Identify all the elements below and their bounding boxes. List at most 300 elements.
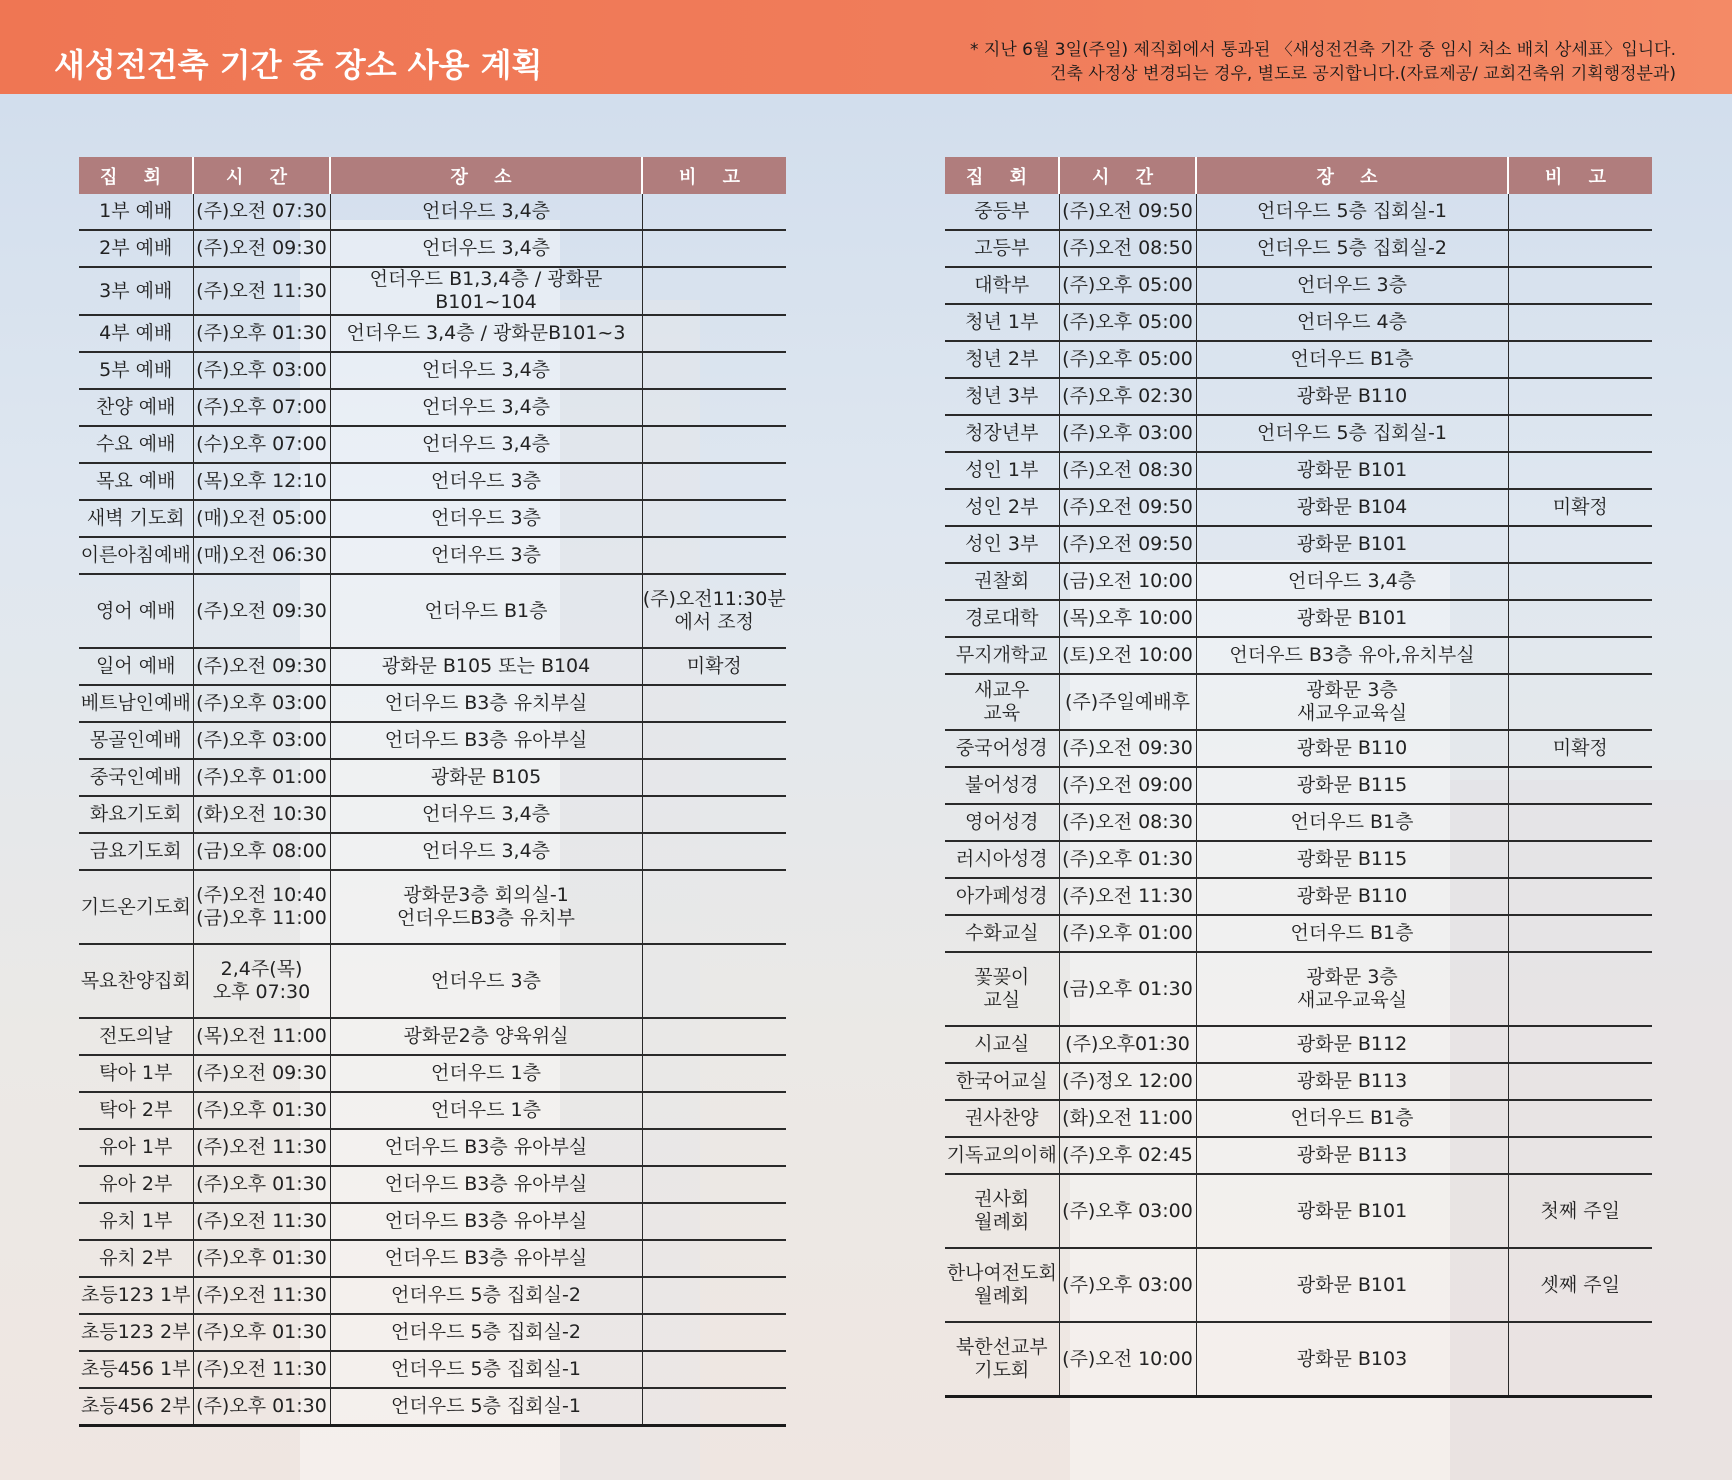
cell-meeting: 불어성경 — [945, 767, 1059, 804]
cell-place: 언더우드 B3층 유아부실 — [330, 1203, 642, 1240]
table-row — [79, 685, 786, 722]
cell-time: (주)오전 10:40 (금)오후 11:00 — [193, 870, 330, 944]
cell-note — [642, 870, 786, 944]
cell-note — [1508, 600, 1652, 637]
cell-place: 언더우드 5층 집회실-2 — [330, 1314, 642, 1351]
cell-meeting: 목요 예배 — [79, 463, 193, 500]
table-row — [79, 1092, 786, 1129]
cell-meeting: 유아 2부 — [79, 1166, 193, 1203]
cell-note: 미확정 — [1508, 489, 1652, 526]
cell-place: 광화문 B113 — [1196, 1137, 1508, 1174]
cell-time: (매)오전 05:00 — [193, 500, 330, 537]
cell-place: 언더우드 5층 집회실-2 — [1196, 230, 1508, 267]
cell-note — [1508, 1100, 1652, 1137]
cell-time: (주)오후 01:30 — [1059, 841, 1196, 878]
cell-meeting: 유아 1부 — [79, 1129, 193, 1166]
cell-meeting: 초등456 1부 — [79, 1351, 193, 1388]
cell-time: (주)오전 11:30 — [193, 1351, 330, 1388]
cell-note — [642, 1166, 786, 1203]
cell-time: (주)오전 11:30 — [193, 267, 330, 315]
table-row — [945, 1063, 1652, 1100]
cell-note — [642, 1240, 786, 1277]
table-row — [945, 526, 1652, 563]
cell-time: (주)오후 02:45 — [1059, 1137, 1196, 1174]
cell-note: 첫째 주일 — [1508, 1174, 1652, 1248]
cell-place: 광화문 3층 새교우교육실 — [1196, 674, 1508, 730]
table-row — [79, 537, 786, 574]
table-row — [945, 415, 1652, 452]
cell-place: 광화문 B110 — [1196, 378, 1508, 415]
cell-meeting: 권사회 월례회 — [945, 1174, 1059, 1248]
cell-place: 언더우드 3층 — [330, 944, 642, 1018]
cell-note — [1508, 878, 1652, 915]
table-row — [945, 489, 1652, 526]
cell-note — [1508, 341, 1652, 378]
cell-time: (주)오전 09:30 — [193, 574, 330, 648]
cell-time: (주)오후 03:00 — [193, 722, 330, 759]
cell-note — [1508, 841, 1652, 878]
cell-place: 광화문 B115 — [1196, 841, 1508, 878]
cell-note — [1508, 637, 1652, 674]
cell-note — [1508, 194, 1652, 230]
table-row — [945, 230, 1652, 267]
cell-meeting: 청년 1부 — [945, 304, 1059, 341]
cell-note — [642, 500, 786, 537]
cell-place: 언더우드 B1층 — [1196, 804, 1508, 841]
cell-meeting: 초등456 2부 — [79, 1388, 193, 1426]
cell-place: 언더우드 B3층 유치부실 — [330, 685, 642, 722]
cell-meeting: 초등123 1부 — [79, 1277, 193, 1314]
cell-note — [1508, 304, 1652, 341]
cell-meeting: 러시아성경 — [945, 841, 1059, 878]
cell-time: (수)오후 07:00 — [193, 426, 330, 463]
cell-note — [642, 722, 786, 759]
cell-time: (주)오후 01:00 — [1059, 915, 1196, 952]
cell-time: (화)오전 11:00 — [1059, 1100, 1196, 1137]
cell-note — [1508, 674, 1652, 730]
cell-meeting: 청장년부 — [945, 415, 1059, 452]
cell-time: (주)오후 01:30 — [193, 1388, 330, 1426]
cell-place: 언더우드 B3층 유아부실 — [330, 1240, 642, 1277]
cell-note — [642, 267, 786, 315]
cell-note — [642, 1351, 786, 1388]
cell-place: 언더우드 B3층 유아부실 — [330, 1166, 642, 1203]
cell-meeting: 한나여전도회 월례회 — [945, 1248, 1059, 1322]
cell-time: (목)오후 10:00 — [1059, 600, 1196, 637]
cell-time: (주)오전 10:00 — [1059, 1322, 1196, 1397]
cell-place: 언더우드 B3층 유아,유치부실 — [1196, 637, 1508, 674]
cell-meeting: 영어성경 — [945, 804, 1059, 841]
cell-meeting: 기독교의이해 — [945, 1137, 1059, 1174]
cell-note — [1508, 915, 1652, 952]
cell-note — [1508, 526, 1652, 563]
cell-meeting: 고등부 — [945, 230, 1059, 267]
table-row — [79, 759, 786, 796]
schedule-table-left — [79, 157, 786, 1427]
cell-meeting: 무지개학교 — [945, 637, 1059, 674]
cell-place: 언더우드 5층 집회실-2 — [330, 1277, 642, 1314]
column-header-meeting: 집 회 — [945, 157, 1059, 194]
cell-time: (주)오후 01:30 — [193, 1166, 330, 1203]
cell-note — [642, 833, 786, 870]
cell-note — [642, 1388, 786, 1426]
table-row — [79, 574, 786, 648]
cell-time: (주)오후 03:00 — [1059, 1248, 1196, 1322]
cell-meeting: 수화교실 — [945, 915, 1059, 952]
table-header-row — [79, 157, 786, 194]
cell-note — [1508, 1026, 1652, 1063]
cell-meeting: 유치 1부 — [79, 1203, 193, 1240]
table-row — [945, 674, 1652, 730]
cell-meeting: 권사찬양 — [945, 1100, 1059, 1137]
cell-meeting: 5부 예배 — [79, 352, 193, 389]
cell-place: 언더우드 B1층 — [1196, 341, 1508, 378]
cell-meeting: 유치 2부 — [79, 1240, 193, 1277]
table-row — [945, 563, 1652, 600]
cell-meeting: 꽃꽂이 교실 — [945, 952, 1059, 1026]
cell-time: (금)오후 08:00 — [193, 833, 330, 870]
cell-meeting: 베트남인예배 — [79, 685, 193, 722]
cell-meeting: 금요기도회 — [79, 833, 193, 870]
table-row — [945, 1137, 1652, 1174]
table-row — [945, 1322, 1652, 1397]
cell-note — [642, 796, 786, 833]
cell-time: (목)오후 12:10 — [193, 463, 330, 500]
cell-meeting: 청년 2부 — [945, 341, 1059, 378]
cell-meeting: 몽골인예배 — [79, 722, 193, 759]
table-row — [945, 1248, 1652, 1322]
cell-meeting: 영어 예배 — [79, 574, 193, 648]
table-row — [945, 378, 1652, 415]
cell-place: 언더우드 3,4층 — [330, 389, 642, 426]
cell-note — [642, 1129, 786, 1166]
cell-meeting: 성인 3부 — [945, 526, 1059, 563]
cell-place: 광화문 B101 — [1196, 1174, 1508, 1248]
cell-time: (주)오후 01:30 — [193, 315, 330, 352]
table-row — [945, 1100, 1652, 1137]
table-row — [79, 648, 786, 685]
cell-place: 광화문 B101 — [1196, 600, 1508, 637]
cell-note — [1508, 267, 1652, 304]
cell-time: (주)오후 03:00 — [193, 352, 330, 389]
cell-time: (주)오후 03:00 — [193, 685, 330, 722]
table-row — [79, 870, 786, 944]
cell-place: 언더우드 3,4층 — [330, 426, 642, 463]
table-row — [79, 463, 786, 500]
table-row — [945, 304, 1652, 341]
cell-meeting: 중등부 — [945, 194, 1059, 230]
cell-time: (주)오전 08:30 — [1059, 452, 1196, 489]
cell-time: (주)오전 08:50 — [1059, 230, 1196, 267]
cell-meeting: 1부 예배 — [79, 194, 193, 230]
cell-place: 광화문 B101 — [1196, 526, 1508, 563]
cell-note — [642, 315, 786, 352]
cell-note — [642, 1314, 786, 1351]
cell-time: (주)오후 07:00 — [193, 389, 330, 426]
table-row — [945, 637, 1652, 674]
column-header-meeting: 집 회 — [79, 157, 193, 194]
cell-place: 언더우드 B3층 유아부실 — [330, 1129, 642, 1166]
cell-note — [642, 426, 786, 463]
cell-time: (금)오후 01:30 — [1059, 952, 1196, 1026]
cell-meeting: 2부 예배 — [79, 230, 193, 267]
page-title: 새성전건축 기간 중 장소 사용 계획 — [54, 46, 543, 84]
cell-note — [1508, 1063, 1652, 1100]
cell-note — [1508, 1137, 1652, 1174]
cell-time: (주)오전 11:30 — [193, 1203, 330, 1240]
table-row — [79, 833, 786, 870]
cell-meeting: 대학부 — [945, 267, 1059, 304]
cell-place: 언더우드 3,4층 — [330, 230, 642, 267]
cell-note: (주)오전11:30분 에서 조정 — [642, 574, 786, 648]
cell-place: 언더우드 B1층 — [330, 574, 642, 648]
header-bar — [0, 0, 1732, 94]
table-row — [79, 230, 786, 267]
column-header-note: 비 고 — [1508, 157, 1652, 194]
cell-place: 광화문 3층 새교우교육실 — [1196, 952, 1508, 1026]
cell-place: 광화문3층 회의실-1 언더우드B3층 유치부 — [330, 870, 642, 944]
table-row — [945, 841, 1652, 878]
cell-place: 광화문 B105 또는 B104 — [330, 648, 642, 685]
cell-meeting: 북한선교부 기도회 — [945, 1322, 1059, 1397]
cell-place: 광화문2층 양육위실 — [330, 1018, 642, 1055]
cell-meeting: 중국인예배 — [79, 759, 193, 796]
cell-place: 언더우드 3층 — [330, 537, 642, 574]
cell-meeting: 중국어성경 — [945, 730, 1059, 767]
cell-place: 언더우드 3층 — [1196, 267, 1508, 304]
cell-place: 언더우드 5층 집회실-1 — [330, 1388, 642, 1426]
table-row — [79, 722, 786, 759]
column-header-time: 시 간 — [193, 157, 330, 194]
table-row — [79, 1129, 786, 1166]
cell-time: (주)주일예배후 — [1059, 674, 1196, 730]
cell-place: 광화문 B103 — [1196, 1322, 1508, 1397]
table-row — [945, 1026, 1652, 1063]
table-row — [79, 1203, 786, 1240]
cell-note — [642, 194, 786, 230]
cell-time: (주)오후 01:30 — [193, 1092, 330, 1129]
cell-meeting: 성인 1부 — [945, 452, 1059, 489]
table-header-row — [945, 157, 1652, 194]
cell-meeting: 일어 예배 — [79, 648, 193, 685]
cell-time: (주)오후 03:00 — [1059, 1174, 1196, 1248]
cell-time: (주)오후 01:30 — [193, 1314, 330, 1351]
cell-meeting: 청년 3부 — [945, 378, 1059, 415]
cell-place: 언더우드 3,4층 — [330, 194, 642, 230]
cell-meeting: 4부 예배 — [79, 315, 193, 352]
cell-note — [1508, 767, 1652, 804]
column-header-time: 시 간 — [1059, 157, 1196, 194]
cell-meeting: 찬양 예배 — [79, 389, 193, 426]
cell-place: 언더우드 3,4층 — [1196, 563, 1508, 600]
cell-place: 언더우드 5층 집회실-1 — [1196, 415, 1508, 452]
cell-place: 광화문 B110 — [1196, 730, 1508, 767]
notice-line-2: 건축 사정상 변경되는 경우, 별도로 공지합니다.(자료제공/ 교회건축위 기획행정분과) — [1050, 64, 1676, 84]
table-row — [79, 1166, 786, 1203]
cell-time: (화)오전 10:30 — [193, 796, 330, 833]
table-row — [945, 878, 1652, 915]
cell-place: 언더우드 4층 — [1196, 304, 1508, 341]
column-header-place: 장 소 — [330, 157, 642, 194]
table-row — [945, 767, 1652, 804]
cell-meeting: 권찰회 — [945, 563, 1059, 600]
cell-time: (매)오전 06:30 — [193, 537, 330, 574]
cell-time: (토)오전 10:00 — [1059, 637, 1196, 674]
table-row — [79, 796, 786, 833]
notice-text — [970, 38, 1676, 86]
cell-place: 언더우드 5층 집회실-1 — [330, 1351, 642, 1388]
table-row — [79, 1018, 786, 1055]
cell-note: 미확정 — [642, 648, 786, 685]
table-row — [945, 267, 1652, 304]
cell-meeting: 성인 2부 — [945, 489, 1059, 526]
cell-note — [1508, 1322, 1652, 1397]
cell-meeting: 탁아 1부 — [79, 1055, 193, 1092]
cell-note — [1508, 452, 1652, 489]
cell-place: 언더우드 B1층 — [1196, 915, 1508, 952]
cell-time: (금)오전 10:00 — [1059, 563, 1196, 600]
cell-place: 언더우드 1층 — [330, 1055, 642, 1092]
cell-time: (주)오후 03:00 — [1059, 415, 1196, 452]
cell-place: 언더우드 3,4층 — [330, 833, 642, 870]
cell-time: (주)오전 08:30 — [1059, 804, 1196, 841]
table-row — [79, 1388, 786, 1426]
cell-time: (주)오전 09:30 — [193, 1055, 330, 1092]
table-row — [79, 1314, 786, 1351]
table-row — [79, 426, 786, 463]
table-row — [79, 1351, 786, 1388]
cell-time: (주)오후 01:30 — [193, 1240, 330, 1277]
cell-place: 언더우드 B1층 — [1196, 1100, 1508, 1137]
cell-meeting: 시교실 — [945, 1026, 1059, 1063]
table-row — [79, 315, 786, 352]
column-header-place: 장 소 — [1196, 157, 1508, 194]
table-row — [79, 389, 786, 426]
cell-note — [1508, 952, 1652, 1026]
cell-time: (주)오후 05:00 — [1059, 304, 1196, 341]
cell-meeting: 탁아 2부 — [79, 1092, 193, 1129]
cell-time: (주)오전 09:30 — [1059, 730, 1196, 767]
cell-note — [642, 389, 786, 426]
cell-note — [642, 1203, 786, 1240]
cell-meeting: 새벽 기도회 — [79, 500, 193, 537]
cell-time: (주)오후 05:00 — [1059, 341, 1196, 378]
cell-time: (주)오전 09:50 — [1059, 489, 1196, 526]
cell-place: 광화문 B115 — [1196, 767, 1508, 804]
cell-note: 셋째 주일 — [1508, 1248, 1652, 1322]
table-row — [79, 352, 786, 389]
cell-note — [642, 352, 786, 389]
cell-note — [642, 944, 786, 1018]
cell-note — [642, 1018, 786, 1055]
cell-note — [642, 230, 786, 267]
cell-time: (주)오후 01:00 — [193, 759, 330, 796]
cell-note — [1508, 378, 1652, 415]
table-row — [945, 952, 1652, 1026]
cell-meeting: 전도의날 — [79, 1018, 193, 1055]
cell-place: 언더우드 B3층 유아부실 — [330, 722, 642, 759]
cell-meeting: 새교우 교육 — [945, 674, 1059, 730]
cell-time: (주)오후01:30 — [1059, 1026, 1196, 1063]
cell-note — [1508, 415, 1652, 452]
cell-place: 언더우드 3층 — [330, 500, 642, 537]
cell-time: (주)오전 09:00 — [1059, 767, 1196, 804]
cell-place: 언더우드 3,4층 — [330, 796, 642, 833]
cell-place: 언더우드 3층 — [330, 463, 642, 500]
cell-time: (주)오전 09:30 — [193, 648, 330, 685]
cell-time: (주)오후 02:30 — [1059, 378, 1196, 415]
cell-note — [1508, 230, 1652, 267]
cell-time: (주)오전 09:50 — [1059, 526, 1196, 563]
cell-meeting: 한국어교실 — [945, 1063, 1059, 1100]
cell-place: 광화문 B112 — [1196, 1026, 1508, 1063]
table-row — [945, 730, 1652, 767]
table-row — [79, 1055, 786, 1092]
cell-note — [642, 1277, 786, 1314]
column-header-note: 비 고 — [642, 157, 786, 194]
table-row — [79, 194, 786, 230]
cell-time: (주)오전 11:30 — [193, 1277, 330, 1314]
cell-place: 광화문 B101 — [1196, 1248, 1508, 1322]
table-row — [945, 804, 1652, 841]
table-row — [945, 600, 1652, 637]
cell-place: 광화문 B104 — [1196, 489, 1508, 526]
cell-note — [642, 759, 786, 796]
cell-note — [642, 1055, 786, 1092]
table-row — [945, 194, 1652, 230]
cell-note — [1508, 563, 1652, 600]
table-row — [79, 267, 786, 315]
cell-meeting: 아가페성경 — [945, 878, 1059, 915]
cell-meeting: 수요 예배 — [79, 426, 193, 463]
cell-place: 언더우드 3,4층 / 광화문B101~3 — [330, 315, 642, 352]
schedule-table-right-body — [945, 194, 1652, 1397]
table-row — [79, 1277, 786, 1314]
cell-note — [642, 685, 786, 722]
schedule-table-left-body — [79, 194, 786, 1426]
cell-place: 광화문 B113 — [1196, 1063, 1508, 1100]
cell-time: (주)오전 07:30 — [193, 194, 330, 230]
cell-meeting: 화요기도회 — [79, 796, 193, 833]
cell-time: (주)오전 11:30 — [193, 1129, 330, 1166]
cell-note — [642, 1092, 786, 1129]
table-row — [945, 915, 1652, 952]
cell-note — [1508, 804, 1652, 841]
table-row — [945, 1174, 1652, 1248]
table-row — [945, 452, 1652, 489]
cell-time: (주)오전 09:50 — [1059, 194, 1196, 230]
cell-place: 광화문 B101 — [1196, 452, 1508, 489]
cell-meeting: 목요찬양집회 — [79, 944, 193, 1018]
cell-time: 2,4주(목) 오후 07:30 — [193, 944, 330, 1018]
schedule-table-right — [945, 157, 1652, 1398]
cell-meeting: 3부 예배 — [79, 267, 193, 315]
cell-time: (주)오전 11:30 — [1059, 878, 1196, 915]
cell-place: 언더우드 5층 집회실-1 — [1196, 194, 1508, 230]
cell-meeting: 초등123 2부 — [79, 1314, 193, 1351]
table-row — [945, 341, 1652, 378]
cell-place: 언더우드 B1,3,4층 / 광화문B101~104 — [330, 267, 642, 315]
cell-meeting: 경로대학 — [945, 600, 1059, 637]
cell-note — [642, 463, 786, 500]
cell-time: (주)오전 09:30 — [193, 230, 330, 267]
cell-place: 광화문 B110 — [1196, 878, 1508, 915]
cell-place: 언더우드 1층 — [330, 1092, 642, 1129]
cell-note — [642, 537, 786, 574]
cell-meeting: 기드온기도회 — [79, 870, 193, 944]
table-row — [79, 944, 786, 1018]
cell-time: (목)오전 11:00 — [193, 1018, 330, 1055]
